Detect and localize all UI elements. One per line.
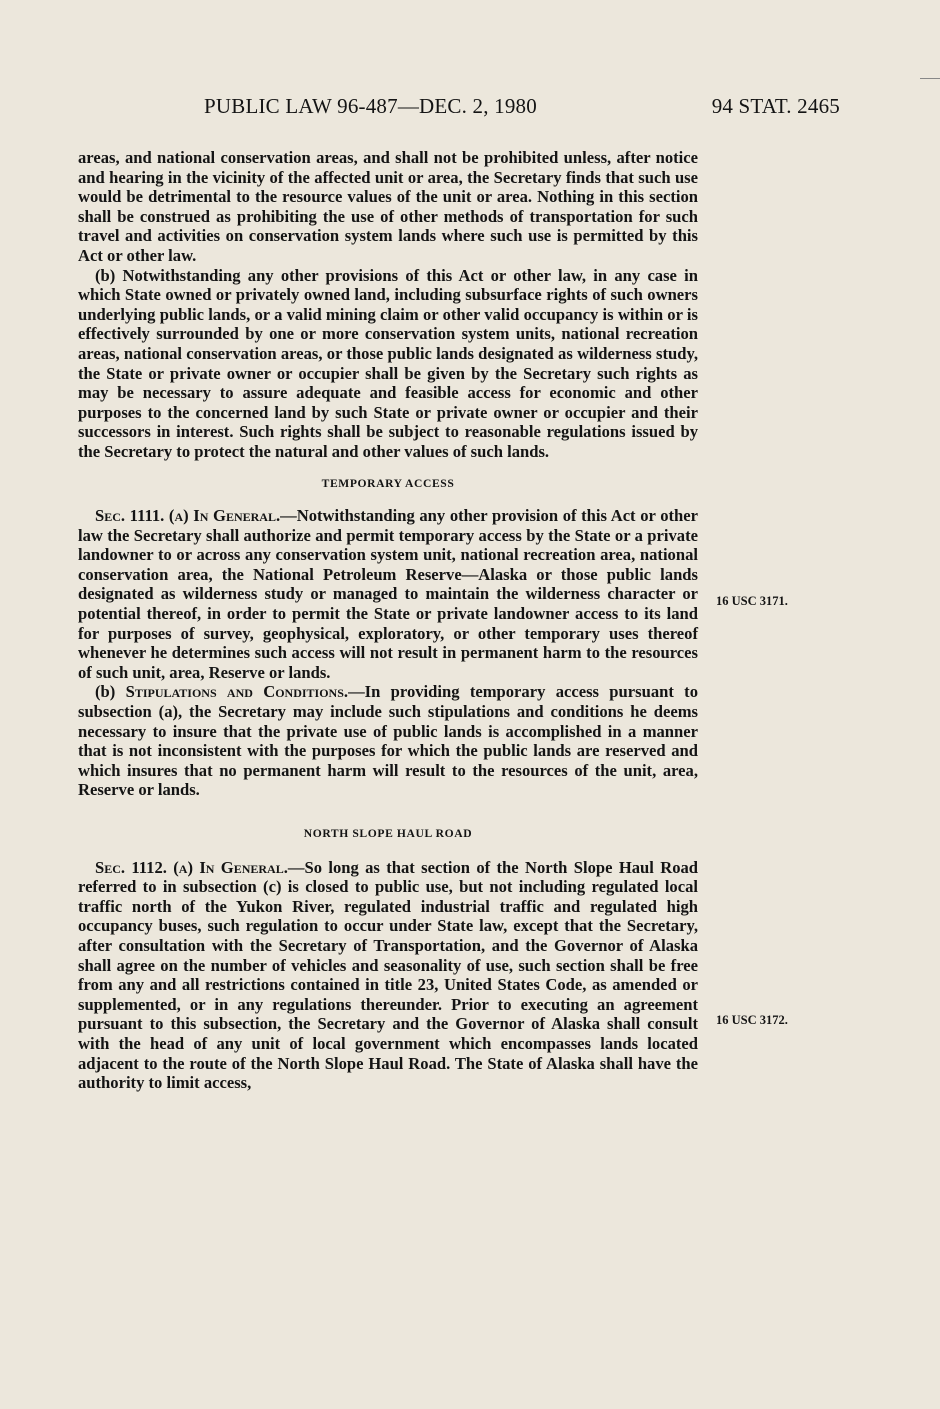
- section-1111-number: Sec. 1111. (a): [95, 506, 194, 526]
- section-1112-text: —So long as that section of the North Slope Haul Road referred to in subsection (c) is closed to public use, but not including regulated local traffic north of the Yukon River, regulated industrial traffic and regulated high occupancy buses, such regulation to occur under State law, except that the Secretary, after consultation with the Secretary of Transportation, and the Governor of Alaska shall agree on the number of vehicles and seasonality of use, such section shall be free from any and all restrictions contained in title 23, United States Code, as amended or supplemented, or in any regulations thereunder. Prior to executing an agreement pursuant to this subsection, the Secretary and the Governor of Alaska shall consult with the head of any unit of local government which encompasses lands located adjacent to the route of the North Slope Haul Road. The State of Alaska shall have the authority to limit access,: [78, 857, 699, 1093]
- section-1111-b: [78, 682, 698, 800]
- section-heading-temporary-access: TEMPORARY ACCESS: [321, 476, 455, 490]
- main-text-column: [78, 148, 698, 1093]
- paragraph-continuation: areas, and national conservation areas, and shall not be prohibited unless, after notice and hearing in the vicinity of the affected unit or area, the Secretary finds that such use would be detrimental to the resource values of the unit or area. Nothing in this section shall be construed as prohibiting the use of other methods of transportation for such travel and activities on conservation system lands where such use is permitted by this Act or other law.: [78, 148, 698, 265]
- section-1112-caption: In General.: [199, 857, 288, 877]
- paragraph-b: (b) Notwithstanding any other provisions of this Act or other law, in any case in which State owned or privately owned land, including subsurface rights of such owners underlying public lands, or a valid mining claim or other valid occupancy is within or is effectively surrounded by one or more conservation system units, national recreation areas, national conservation areas, or those public lands designated as wilderness study, the State or private owner or occupier shall be given by the Secretary such rights as may be necessary to assure adequate and feasible access for economic and other purposes to the concerned land by such State or private owner or occupier and their successors in interest. Such rights shall be subject to reasonable regulations issued by the Secretary to protect the natural and other values of such lands.: [78, 265, 698, 461]
- header-title: PUBLIC LAW 96-487—DEC. 2, 1980: [204, 94, 537, 118]
- section-heading-north-slope-haul-road: NORTH SLOPE HAUL ROAD: [303, 827, 473, 840]
- running-header: [78, 94, 840, 128]
- section-1112-a: [78, 858, 698, 1093]
- margin-note-16-usc-3171: 16 USC 3171.: [716, 594, 788, 608]
- section-1112-number: Sec. 1112. (a): [95, 857, 200, 877]
- section-1111b-caption: Stipulations and Conditions.: [125, 682, 349, 702]
- page-edge-mark: [920, 78, 940, 79]
- section-1111-caption: In General.: [193, 506, 281, 526]
- header-stat-page: 94 STAT. 2465: [711, 94, 840, 118]
- margin-note-16-usc-3172: 16 USC 3172.: [716, 1013, 788, 1027]
- section-1111b-text: —In providing temporary access pursuant to subsection (a), the Secretary may include such stipulations and conditions he deems necessary to insure that the private use of public lands is accomplished in a manner that is not inconsistent with the purposes for which the public lands are reserved and which insures that no permanent harm will result to the resources of the unit, area, Reserve or lands.: [78, 682, 699, 800]
- section-1111b-lead: (b): [95, 682, 126, 702]
- section-1111-a: [78, 506, 698, 682]
- section-1111-text: —Notwithstanding any other provision of this Act or other law the Secretary shall authorize and permit temporary access by the State or a private landowner to or across any conservation system unit, national recreation area, national conservation area, the National Petroleum Reserve—Alaska or those public lands designated as wilderness study or managed to maintain the wilderness character or potential thereof, in order to permit the State or private landowner access to its land for purposes of survey, geophysical, exploratory, or other temporary uses thereof whenever he determines such access will not result in permanent harm to the resources of such unit, area, Reserve or lands.: [78, 506, 699, 682]
